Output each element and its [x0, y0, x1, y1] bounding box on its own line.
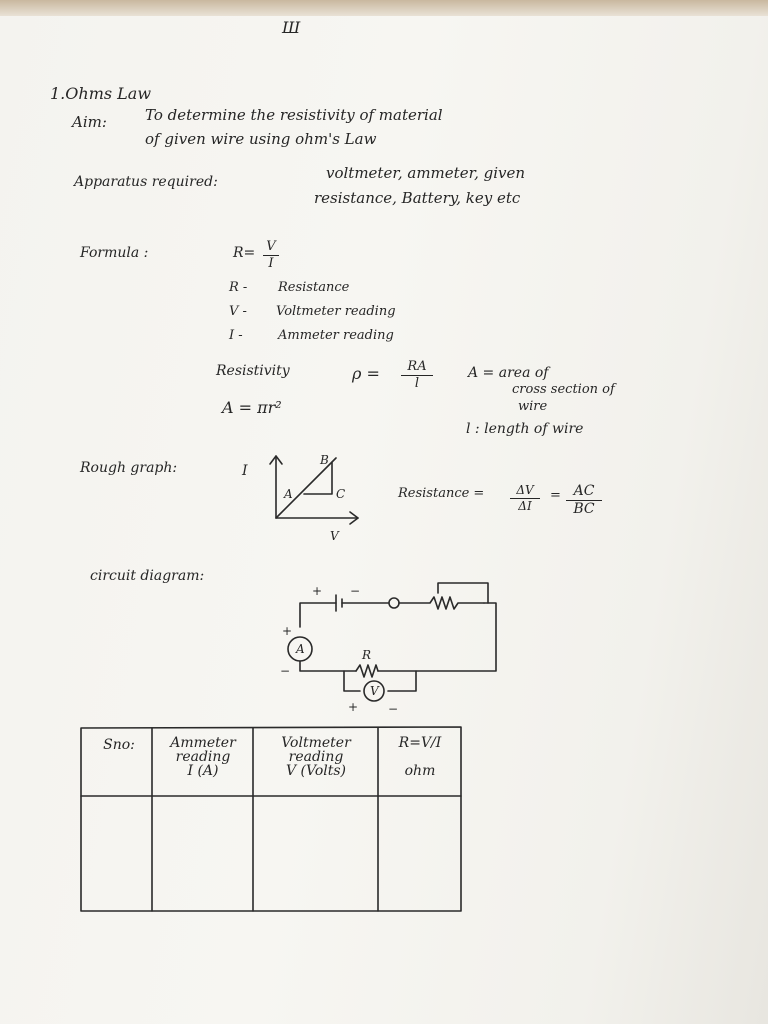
def-i-text: Ammeter reading: [278, 328, 394, 343]
col-voltmeter: [255, 736, 377, 778]
formula-denominator: I: [268, 256, 274, 271]
delta-i: ΔI: [518, 499, 532, 513]
voltmeter-minus: −: [388, 702, 399, 715]
apparatus-line-1: voltmeter, ammeter, given: [326, 164, 526, 182]
rheostat-slider: [438, 583, 488, 603]
def-i-symbol: I -: [229, 328, 243, 343]
ammeter-minus: −: [280, 664, 291, 678]
col-resistance-line-3: ohm: [404, 763, 436, 779]
resistor-label: R: [362, 648, 372, 662]
page-number: Ш: [282, 18, 301, 37]
voltmeter-wires: [344, 671, 416, 691]
battery-plus: +: [312, 584, 323, 598]
col-voltmeter-line-3: V (Volts): [285, 763, 347, 779]
voltmeter-plus: +: [348, 700, 359, 714]
resistivity-fraction: [401, 360, 433, 390]
resistivity-numerator: RA: [407, 359, 427, 374]
bc-side: BC: [573, 501, 595, 517]
ammeter-plus: +: [282, 624, 293, 638]
aim-line-1: To determine the resistivity of material: [145, 106, 443, 124]
graph-x-label: V: [330, 529, 339, 543]
formula-lhs: R=: [233, 245, 256, 261]
area-formula: A = πr²: [222, 398, 282, 417]
dv-di-fraction: [510, 484, 540, 512]
col-ammeter-line-2: reading: [175, 749, 231, 765]
ac-bc-fraction: [566, 484, 602, 516]
col-voltmeter-line-2: reading: [288, 749, 344, 765]
def-r-symbol: R -: [229, 280, 248, 295]
col-voltmeter-line-1: Voltmeter: [281, 735, 351, 751]
equals-sign: =: [550, 488, 561, 503]
area-def-2: cross section of: [512, 382, 615, 397]
delta-v: ΔV: [516, 483, 534, 497]
circuit-diagram: [270, 575, 510, 715]
def-r-text: Resistance: [278, 280, 350, 295]
rheostat-symbol: [399, 597, 484, 609]
apparatus-line-2: resistance, Battery, key etc: [314, 189, 521, 207]
formula-label: Formula :: [80, 245, 149, 261]
formula-numerator: V: [266, 239, 276, 254]
resistivity-label: Resistivity: [216, 363, 290, 379]
area-def-1: A = area of: [468, 365, 549, 381]
voltmeter-label: V: [370, 684, 379, 698]
observation-table: [80, 726, 462, 912]
length-def: l : length of wire: [466, 421, 584, 437]
def-v-symbol: V -: [229, 304, 247, 319]
battery-minus: −: [350, 584, 361, 598]
page-top-edge: [0, 0, 768, 16]
circuit-label: circuit diagram:: [90, 568, 205, 584]
key-symbol: [389, 598, 399, 608]
def-v-text: Voltmeter reading: [276, 304, 396, 319]
wire-right: [378, 603, 496, 671]
col-sno-line-1: Sno:: [103, 737, 135, 753]
col-resistance-spacer: [380, 750, 460, 764]
graph-point-c: C: [336, 487, 346, 501]
rough-graph: [260, 448, 380, 548]
graph-y-label: I: [242, 463, 248, 479]
resistivity-lhs: ρ =: [352, 364, 380, 383]
graph-point-b: B: [320, 453, 329, 467]
area-def-3: wire: [518, 399, 548, 414]
ac-side: AC: [573, 483, 595, 499]
col-sno: [86, 738, 152, 752]
graph-point-a: A: [284, 487, 293, 501]
experiment-title: 1.Ohms Law: [50, 84, 152, 103]
apparatus-label: Apparatus required:: [74, 174, 218, 190]
aim-line-2: of given wire using ohm's Law: [145, 130, 377, 148]
formula-fraction: [263, 240, 279, 270]
wire-left-top: [300, 603, 336, 627]
wire-ammeter-resistor: [300, 661, 356, 671]
col-ammeter: [154, 736, 252, 778]
resistance-label: Resistance =: [398, 486, 485, 501]
battery-symbol: [336, 595, 342, 611]
aim-label: Aim:: [72, 113, 107, 131]
graph-label: Rough graph:: [80, 460, 178, 476]
col-ammeter-line-1: Ammeter: [170, 735, 236, 751]
col-resistance: [380, 736, 460, 778]
col-resistance-line-1: R=V/I: [398, 735, 442, 751]
resistivity-denominator: l: [414, 376, 420, 391]
ammeter-label: A: [296, 642, 305, 656]
resistor-symbol: [356, 665, 378, 677]
col-ammeter-line-3: I (A): [187, 763, 219, 779]
